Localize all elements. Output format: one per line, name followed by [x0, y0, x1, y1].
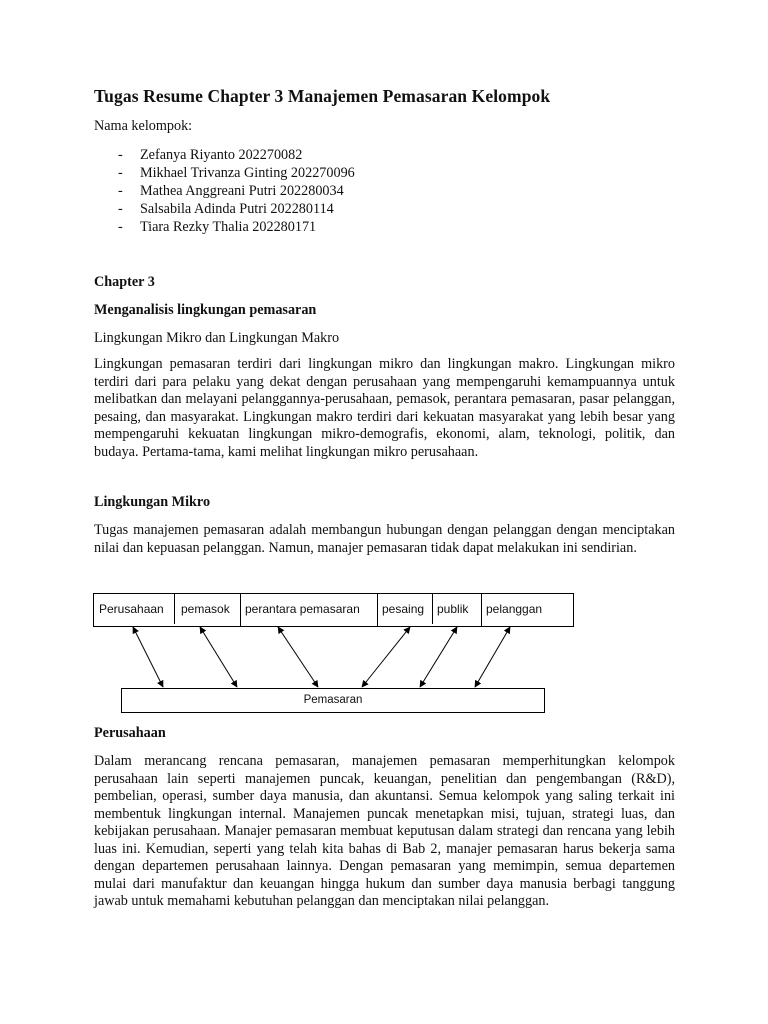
chapter-heading: Chapter 3 [94, 274, 155, 290]
section-subtitle: Lingkungan Mikro dan Lingkungan Makro [94, 330, 340, 346]
list-item: - Salsabila Adinda Putri 202280114 [118, 201, 334, 217]
actor-perantara-pemasaran: perantara pemasaran [245, 602, 360, 616]
actor-pelanggan: pelanggan [486, 602, 543, 616]
actor-publik: publik [437, 602, 469, 616]
double-arrow [200, 627, 237, 687]
list-item: - Mikhael Trivanza Ginting 202270096 [118, 165, 355, 181]
microenvironment-diagram [90, 590, 580, 715]
group-label: Nama kelompok: [94, 118, 193, 134]
double-arrow [278, 627, 318, 687]
list-item: - Mathea Anggreani Putri 202280034 [118, 183, 344, 199]
paragraph-marketing-task: Tugas manajemen pemasaran adalah membangun hubungan dengan pelanggan dengan menciptakan nilai dan kepuasan pelanggan. Namun, manajer pemasaran tidak dapat melakukan ini sendirian. [94, 522, 675, 556]
document-title: Tugas Resume Chapter 3 Manajemen Pemasaran Kelompok [94, 86, 551, 106]
double-arrow [362, 627, 410, 687]
actor-perusahaan: Perusahaan [99, 602, 164, 616]
actor-pesaing: pesaing [382, 602, 425, 616]
double-arrow [420, 627, 457, 687]
actor-pemasok: pemasok [181, 602, 230, 616]
double-arrow [133, 627, 163, 687]
paragraph-perusahaan: Dalam merancang rencana pemasaran, manajemen pemasaran memperhitungkan kelompok perusahaan lain seperti manajemen puncak, keuangan, penelitian dan pengembangan (R&D), pembelian, operasi, sumber daya manusia, dan akuntansi. Semua kelompok yang saling terkait ini membentuk lingkungan internal. Manajemen puncak menetapkan misi, tujuan, strategi luas, dan kebijakan perusahaan. Manajer pemasaran membuat keputusan dalam strategi dan rencana yang lebih luas ini. Kemudian, seperti yang telah kita bahas di Bab 2, manajer pemasaran harus bekerja sama dengan departemen perusahaan lainnya. Dengan pemasaran yang memimpin, semua departemen mulai dari manufaktur dan keuangan hingga hukum dan sumber daya manusia berbagi tanggung jawab untuk memahami kebutuhan pelanggan dan menciptakan nilai pelanggan. [94, 753, 675, 909]
diagram-arrows [90, 590, 580, 715]
double-arrow [475, 627, 510, 687]
center-label: Pemasaran [303, 694, 363, 706]
section-heading: Menganalisis lingkungan pemasaran [94, 302, 317, 318]
heading-perusahaan: Perusahaan [94, 725, 166, 741]
paragraph-environment: Lingkungan pemasaran terdiri dari lingkungan mikro dan lingkungan makro. Lingkungan mikro terdiri dari para pelaku yang dekat dengan perusahaan yang mempengaruhi kemampuannya untuk melibatkan dan melayani pelanggannya-perusahaan, pemasok, perantara pemasaran, pasar pelanggan, pesaing, dan masyarakat. Lingkungan makro terdiri dari kekuatan masyarakat yang lebih besar yang mempengaruhi kekuatan lingkungan mikro-demografis, ekonomi, alam, teknologi, politik, dan budaya. Pertama-tama, kami melihat lingkungan mikro perusahaan. [94, 356, 675, 460]
list-item: - Tiara Rezky Thalia 202280171 [118, 219, 317, 235]
heading-lingkungan-mikro: Lingkungan Mikro [94, 494, 211, 510]
list-item: - Zefanya Riyanto 202270082 [118, 147, 303, 163]
